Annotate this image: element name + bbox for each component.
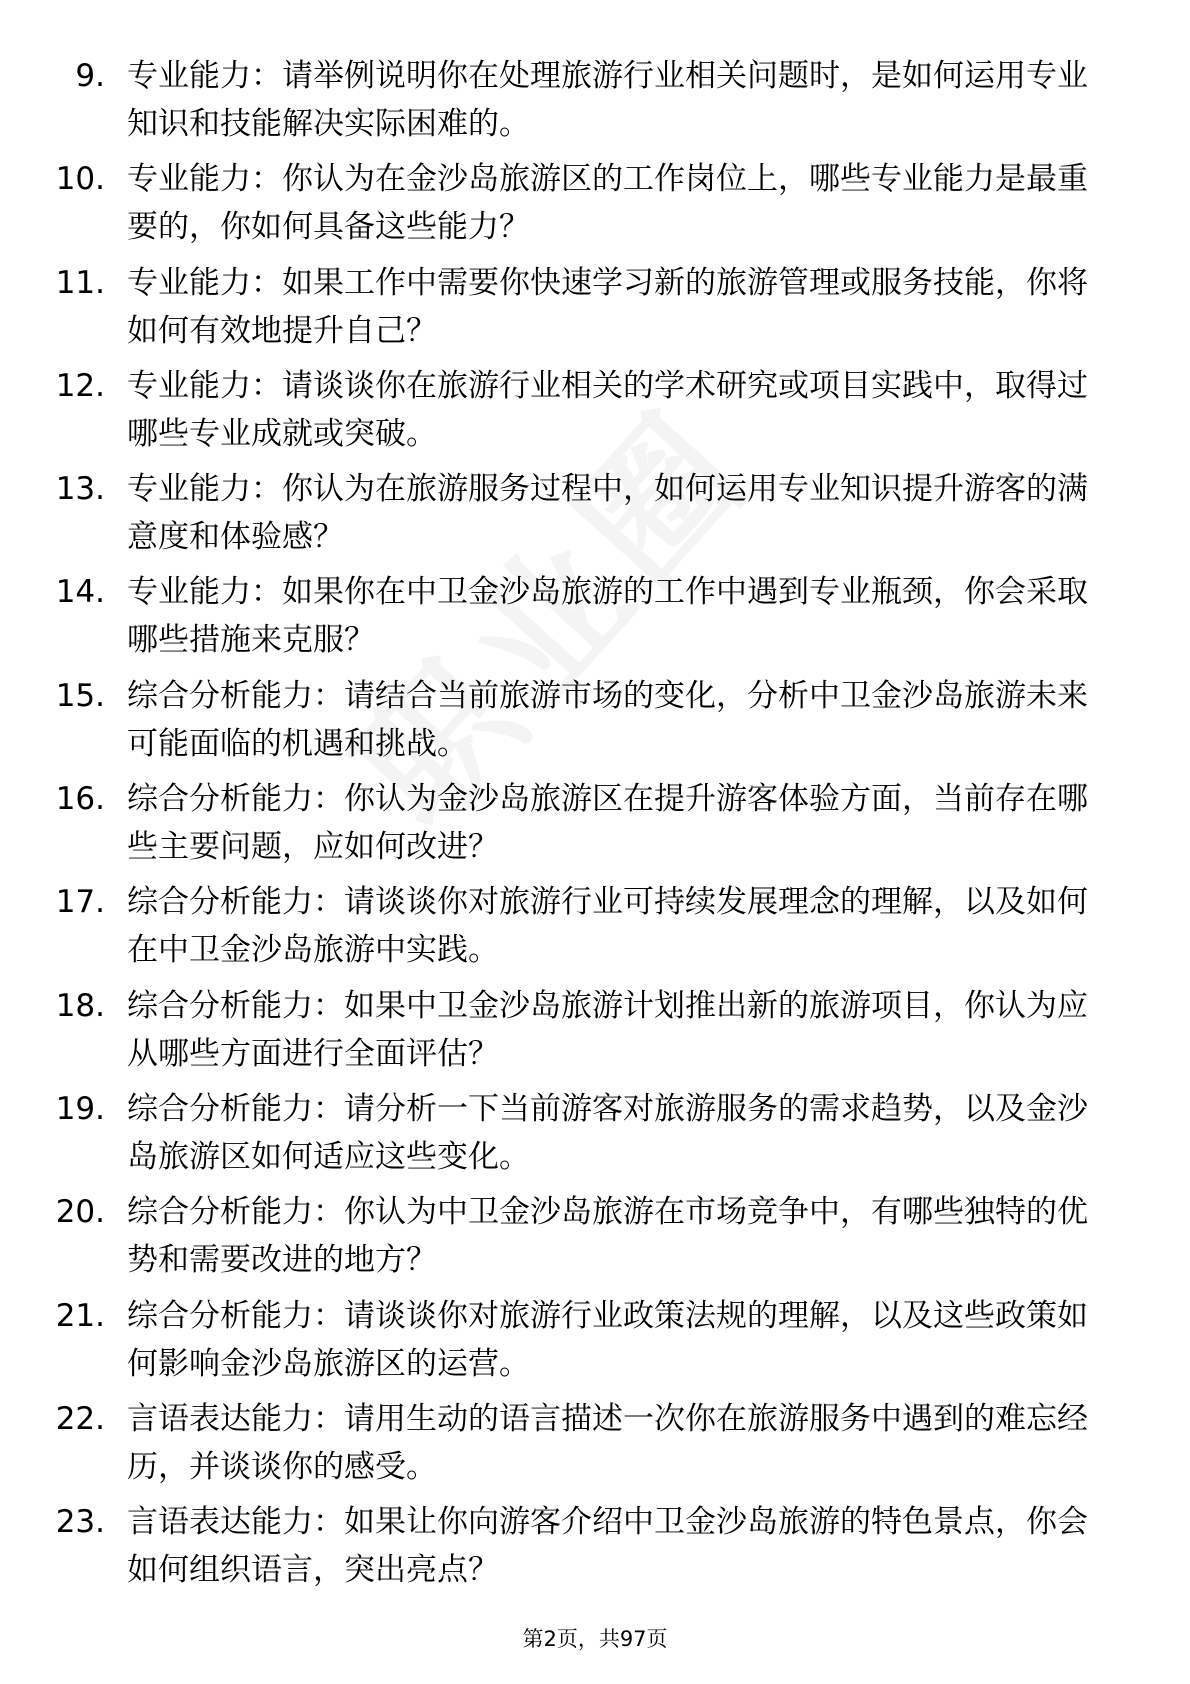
item-number: 14. xyxy=(55,574,105,611)
list-item xyxy=(0,259,1190,362)
item-number: 9. xyxy=(75,58,105,94)
list-item xyxy=(0,465,1190,568)
page-footer: 第2页，共97页 xyxy=(522,1627,668,1651)
item-number: 19. xyxy=(55,1090,105,1127)
list-item xyxy=(0,155,1190,258)
item-number: 13. xyxy=(55,471,105,508)
question-text: 专业能力：如果工作中需要你快速学习新的旅游管理或服务技能，你将如何有效地提升自己？ xyxy=(127,264,1088,349)
item-number: 21. xyxy=(55,1297,105,1334)
list-item xyxy=(0,362,1190,465)
question-text: 专业能力：你认为在旅游服务过程中，如何运用专业知识提升游客的满意度和体验感？ xyxy=(127,471,1088,556)
question-text: 言语表达能力：请用生动的语言描述一次你在旅游服务中遇到的难忘经历，并谈谈你的感受。 xyxy=(127,1400,1088,1485)
question-text: 专业能力：请谈谈你在旅游行业相关的学术研究或项目实践中，取得过哪些专业成就或突破。 xyxy=(127,367,1088,452)
item-number: 12. xyxy=(55,367,105,404)
list-item xyxy=(0,52,1190,155)
question-text: 综合分析能力：请谈谈你对旅游行业可持续发展理念的理解，以及如何在中卫金沙岛旅游中实践。 xyxy=(127,884,1088,969)
question-text: 专业能力：你认为在金沙岛旅游区的工作岗位上，哪些专业能力是最重要的，你如何具备这些能力？ xyxy=(127,161,1088,246)
question-text: 专业能力：请举例说明你在处理旅游行业相关问题时，是如何运用专业知识和技能解决实际困难的。 xyxy=(127,58,1088,142)
item-number: 15. xyxy=(55,677,105,714)
list-item xyxy=(0,1395,1190,1498)
question-list xyxy=(0,52,1190,1601)
question-text: 综合分析能力：请结合当前旅游市场的变化，分析中卫金沙岛旅游未来可能面临的机遇和挑战。 xyxy=(127,677,1088,762)
item-number: 16. xyxy=(55,781,105,818)
question-text: 综合分析能力：如果中卫金沙岛旅游计划推出新的旅游项目，你认为应从哪些方面进行全面评估？ xyxy=(127,987,1088,1072)
item-number: 22. xyxy=(55,1400,105,1437)
list-item xyxy=(0,878,1190,981)
list-item xyxy=(0,568,1190,671)
question-text: 综合分析能力：你认为中卫金沙岛旅游在市场竞争中，有哪些独特的优势和需要改进的地方？ xyxy=(127,1194,1088,1279)
item-number: 23. xyxy=(55,1504,105,1541)
question-text: 言语表达能力：如果让你向游客介绍中卫金沙岛旅游的特色景点，你会如何组织语言，突出亮点？ xyxy=(127,1504,1088,1589)
question-text: 综合分析能力：请谈谈你对旅游行业政策法规的理解，以及这些政策如何影响金沙岛旅游区的运营。 xyxy=(127,1297,1088,1382)
question-text: 综合分析能力：你认为金沙岛旅游区在提升游客体验方面，当前存在哪些主要问题，应如何改进？ xyxy=(127,781,1088,866)
item-number: 18. xyxy=(55,987,105,1024)
question-text: 专业能力：如果你在中卫金沙岛旅游的工作中遇到专业瓶颈，你会采取哪些措施来克服？ xyxy=(127,574,1088,659)
question-text: 综合分析能力：请分析一下当前游客对旅游服务的需求趋势，以及金沙岛旅游区如何适应这些变化。 xyxy=(127,1090,1088,1175)
list-item xyxy=(0,982,1190,1085)
list-item xyxy=(0,1498,1190,1601)
list-item xyxy=(0,775,1190,878)
item-number: 10. xyxy=(55,161,105,198)
item-number: 11. xyxy=(55,264,105,301)
list-item xyxy=(0,1085,1190,1188)
list-item xyxy=(0,1292,1190,1395)
item-number: 20. xyxy=(55,1194,105,1231)
list-item xyxy=(0,1188,1190,1291)
list-item xyxy=(0,672,1190,775)
item-number: 17. xyxy=(55,884,105,921)
